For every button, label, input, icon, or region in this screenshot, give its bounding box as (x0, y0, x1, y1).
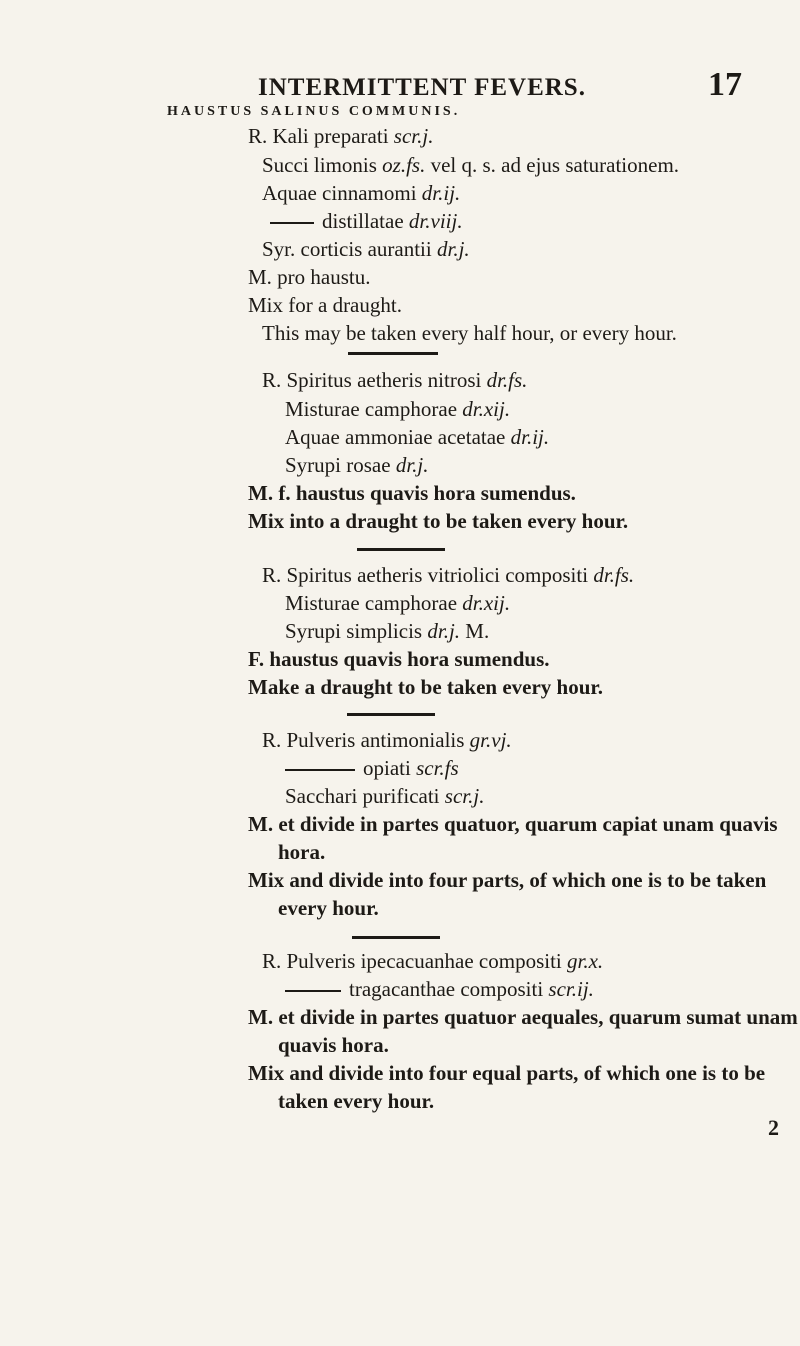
recipe-line: Misturae camphorae dr.xij. (285, 591, 511, 615)
recipe-line: distillatae dr.viij. (270, 207, 463, 235)
recipe-line: R. Pulveris ipecacuanhae compositi gr.x. (262, 949, 604, 973)
recipe-line: Syrupi rosae dr.j. (285, 453, 429, 477)
recipe-line: M. pro haustu. (248, 265, 371, 289)
section-rule (348, 352, 438, 355)
recipe-line: R. Spiritus aetheris vitriolici compositi dr.fs. (262, 563, 635, 587)
recipe-line: R. Pulveris antimonialis gr.vj. (262, 728, 512, 752)
page-header (0, 66, 800, 102)
ditto-dash (270, 222, 314, 224)
running-title: INTERMITTENT FEVERS. (258, 74, 586, 101)
recipe-line: Syr. corticis aurantii dr.j. (262, 237, 470, 261)
ditto-dash (285, 769, 355, 771)
recipe-line: Misturae camphorae dr.xij. (285, 397, 511, 421)
recipe-line: R. Kali preparati scr.j. (248, 124, 434, 148)
section-rule (357, 548, 445, 551)
recipe-line: Mix and divide into four equal parts, of which one is to be (248, 1061, 766, 1085)
recipe-line: R. Spiritus aetheris nitrosi dr.fs. (262, 368, 528, 392)
recipe-line: Make a draught to be taken every hour. (248, 675, 604, 699)
recipe-line: M. et divide in partes quatuor aequales, quarum sumat unam (248, 1005, 798, 1029)
recipe-line: quavis hora. (278, 1033, 389, 1057)
recipe-line: Mix and divide into four parts, of which one is to be taken (248, 868, 767, 892)
recipe-line: Mix into a draught to be taken every hour. (248, 509, 629, 533)
recipe-line: Aquae cinnamomi dr.ij. (262, 181, 461, 205)
recipe-line: Succi limonis oz.fs. vel q. s. ad ejus saturationem. (262, 153, 680, 177)
recipe-line: hora. (278, 840, 326, 864)
recipe-line: tragacanthae compositi scr.ij. (285, 975, 594, 1003)
page-number: 17 (708, 66, 742, 103)
recipe-line: every hour. (278, 896, 379, 920)
recipe-line: F. haustus quavis hora sumendus. (248, 647, 550, 671)
recipe-line: taken every hour. (278, 1089, 435, 1113)
recipe-line: M. f. haustus quavis hora sumendus. (248, 481, 576, 505)
section-rule (352, 936, 440, 939)
recipe-line: Mix for a draught. (248, 293, 402, 317)
recipe-line: Syrupi simplicis dr.j. M. (285, 619, 490, 643)
recipe-line: M. et divide in partes quatuor, quarum capiat unam quavis (248, 812, 778, 836)
section-rule (347, 713, 435, 716)
ditto-dash (285, 990, 341, 992)
recipe-line: Sacchari purificati scr.j. (285, 784, 485, 808)
recipe-line: This may be taken every half hour, or every hour. (262, 321, 677, 345)
signature-mark: 2 (768, 1115, 779, 1140)
recipe-line: opiati scr.fs (285, 754, 459, 782)
recipe-line: Aquae ammoniae acetatae dr.ij. (285, 425, 550, 449)
recipe-title: HAUSTUS SALINUS COMMUNIS. (167, 104, 461, 119)
